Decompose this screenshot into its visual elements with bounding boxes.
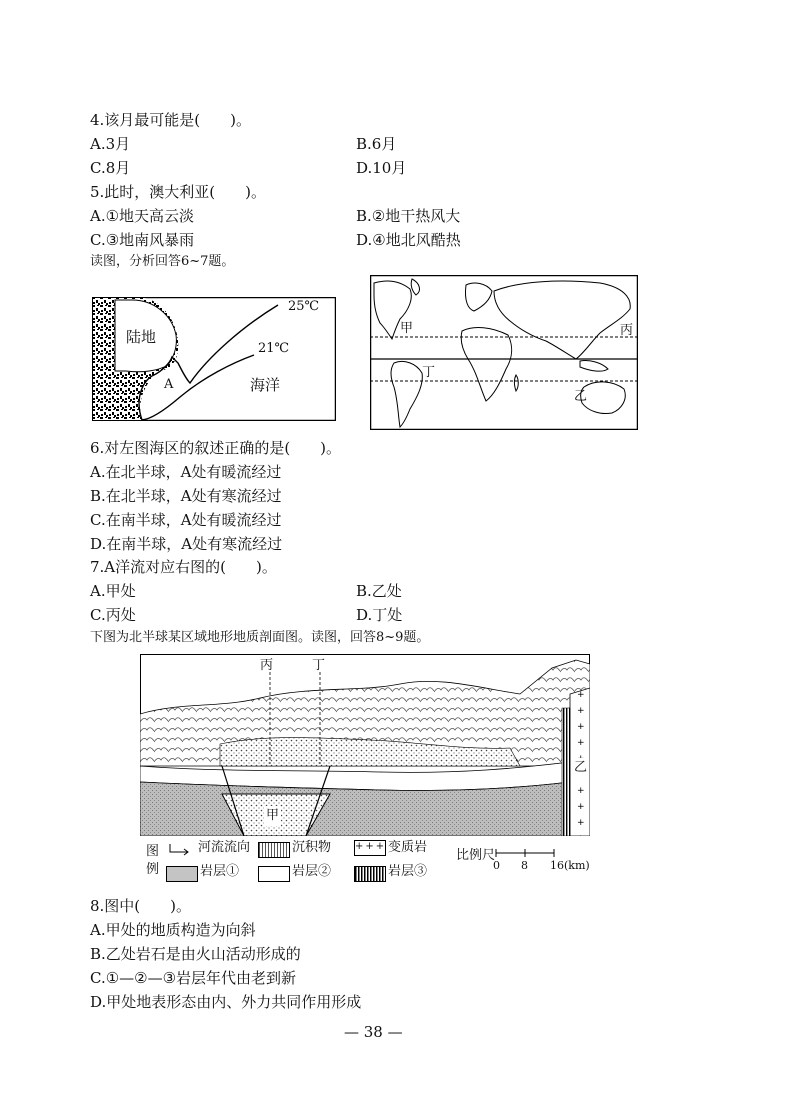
profile-bing: 丙	[260, 658, 274, 673]
layer2-swatch	[258, 866, 290, 882]
profile-ding: 丁	[312, 658, 326, 673]
q6-stem: 6.对左图海区的叙述正确的是( )。	[90, 439, 342, 457]
legend-layer3-label: 岩层③	[388, 864, 428, 879]
world-map-bing: 丙	[620, 323, 634, 338]
q5-option-c: C.③地南风暴雨	[90, 231, 195, 249]
land-label: 陆地	[126, 328, 157, 346]
q4-option-c: C.8月	[90, 159, 131, 177]
sediment-swatch	[258, 842, 290, 858]
q6-option-d: D.在南半球，A处有寒流经过	[90, 535, 283, 553]
legend-sediment-label: 沉积物	[292, 840, 332, 855]
scale-label: 比例尺	[456, 848, 496, 863]
q4-option-a: A.3月	[90, 135, 131, 153]
q5-stem: 5.此时，澳大利亚( )。	[90, 183, 267, 201]
metamorphic-swatch: +++	[354, 840, 386, 856]
layer1-swatch	[166, 866, 198, 882]
profile-yi: 乙	[574, 758, 587, 778]
profile-jia: 甲	[264, 806, 281, 826]
layer3-band	[562, 708, 570, 836]
legend-river-label: 河流流向	[198, 840, 251, 855]
world-map-ding: 丁	[422, 365, 436, 380]
coastal-shading	[93, 298, 115, 420]
q7-option-a: A.甲处	[90, 582, 136, 600]
q7-option-b: B.乙处	[356, 582, 402, 600]
isotherm-25-label: 25℃	[288, 299, 320, 314]
scale-8: 8	[521, 859, 528, 872]
intro-6-7: 读图，分析回答6~7题。	[90, 254, 235, 269]
isotherm-21-label: 21℃	[258, 341, 290, 356]
intro-8-9: 下图为北半球某区域地形地质剖面图。读图，回答8~9题。	[90, 630, 430, 645]
river-arrow-icon	[166, 842, 192, 856]
legend-title-1: 图	[146, 844, 160, 859]
q6-option-a: A.在北半球，A处有暖流经过	[90, 463, 282, 481]
scale-0: 0	[493, 859, 500, 872]
legend-metamorphic-label: 变质岩	[388, 840, 428, 855]
legend-layer1-label: 岩层①	[200, 864, 240, 879]
q8-option-b: B.乙处岩石是由火山活动形成的	[90, 945, 301, 963]
q6-option-b: B.在北半球，A处有寒流经过	[90, 487, 282, 505]
layer1-band	[140, 782, 570, 836]
q8-option-d: D.甲处地表形态由内、外力共同作用形成	[90, 993, 362, 1011]
q8-option-a: A.甲处的地质构造为向斜	[90, 921, 256, 939]
legend-title-2: 例	[146, 862, 160, 877]
q5-option-a: A.①地天高云淡	[90, 207, 195, 225]
ocean-label: 海洋	[250, 376, 281, 394]
point-a-label: A	[164, 377, 174, 392]
scale-16: 16(km)	[550, 859, 590, 872]
world-map	[370, 275, 638, 430]
isotherm-map	[92, 297, 336, 421]
page-number: — 38 —	[344, 1023, 403, 1041]
q4-option-b: B.6月	[356, 135, 397, 153]
q4-option-d: D.10月	[356, 159, 407, 177]
world-map-jia: 甲	[400, 321, 414, 336]
q6-option-c: C.在南半球，A处有暖流经过	[90, 511, 282, 529]
q7-option-c: C.丙处	[90, 606, 136, 624]
q7-stem: 7.A洋流对应右图的( )。	[90, 558, 277, 576]
q8-stem: 8.图中( )。	[90, 897, 192, 915]
q7-option-d: D.丁处	[356, 606, 403, 624]
layer3-swatch	[354, 866, 386, 882]
q8-option-c: C.①—②—③岩层年代由老到新	[90, 969, 297, 987]
legend-layer2-label: 岩层②	[292, 864, 332, 879]
geologic-profile	[140, 654, 590, 836]
q5-option-d: D.④地北风酷热	[356, 231, 461, 249]
world-map-yi: 乙	[574, 389, 588, 404]
q5-option-b: B.②地干热风大	[356, 207, 461, 225]
q4-stem: 4.该月最可能是( )。	[90, 111, 252, 129]
